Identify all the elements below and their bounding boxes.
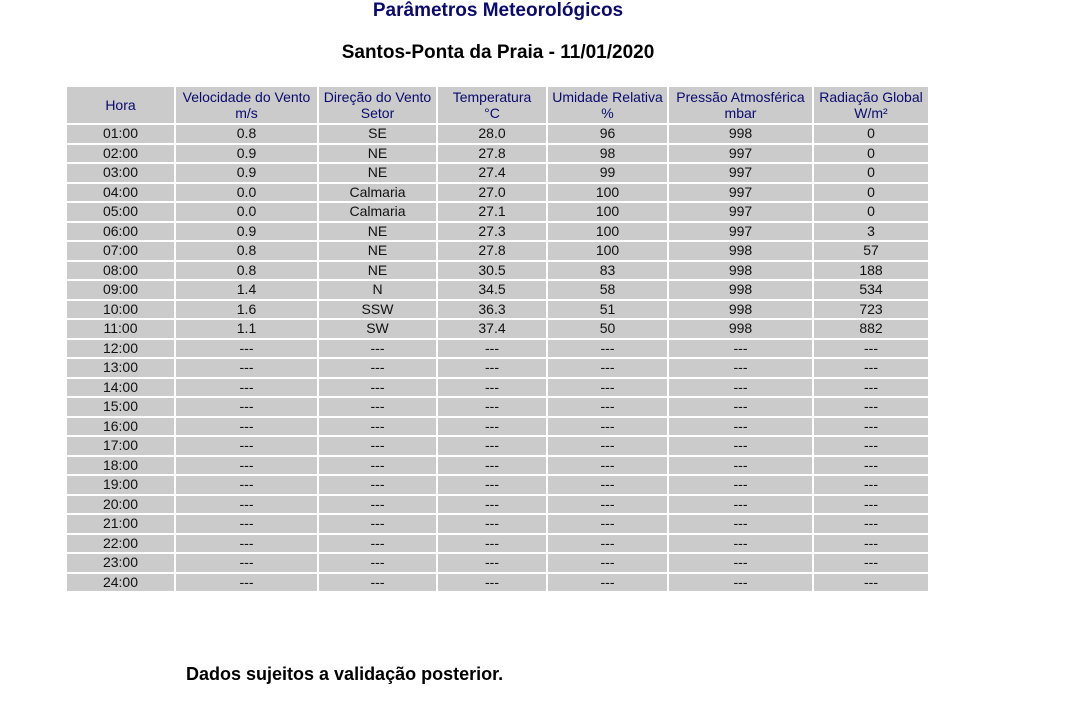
cell-temperatura: 34.5 [437,280,547,300]
table-row [66,261,929,281]
table-row [66,183,929,203]
cell-direcao-vento: N [318,280,437,300]
header-unit: m/s [235,105,258,121]
cell-radiacao-global: --- [813,514,929,534]
cell-radiacao-global: 723 [813,300,929,320]
cell-hora: 13:00 [66,358,175,378]
cell-velocidade-vento: --- [175,417,318,437]
table-row [66,534,929,554]
cell-velocidade-vento: --- [175,358,318,378]
cell-radiacao-global: 0 [813,124,929,144]
cell-umidade-relativa: --- [547,475,668,495]
cell-temperatura: 27.1 [437,202,547,222]
cell-temperatura: 27.3 [437,222,547,242]
cell-pressao-atmosferica: 997 [668,202,813,222]
cell-pressao-atmosferica: 998 [668,261,813,281]
table-row [66,222,929,242]
cell-direcao-vento: SSW [318,300,437,320]
table-row [66,417,929,437]
cell-radiacao-global: --- [813,573,929,593]
cell-velocidade-vento: 0.8 [175,261,318,281]
cell-velocidade-vento: --- [175,397,318,417]
cell-temperatura: 27.8 [437,241,547,261]
cell-velocidade-vento: --- [175,495,318,515]
cell-velocidade-vento: --- [175,456,318,476]
cell-temperatura: --- [437,436,547,456]
cell-direcao-vento: --- [318,417,437,437]
cell-direcao-vento: SE [318,124,437,144]
cell-hora: 16:00 [66,417,175,437]
header-label: Pressão Atmosférica [676,89,805,105]
cell-velocidade-vento: --- [175,553,318,573]
header-label: Direção do Vento [323,89,432,105]
cell-pressao-atmosferica: --- [668,378,813,398]
table-row [66,124,929,144]
table-row [66,202,929,222]
cell-temperatura: 28.0 [437,124,547,144]
cell-direcao-vento: --- [318,358,437,378]
cell-direcao-vento: --- [318,475,437,495]
cell-direcao-vento: NE [318,241,437,261]
cell-pressao-atmosferica: 998 [668,300,813,320]
cell-umidade-relativa: --- [547,339,668,359]
cell-radiacao-global: --- [813,553,929,573]
cell-umidade-relativa: 100 [547,241,668,261]
table-body [66,124,929,592]
cell-radiacao-global: --- [813,495,929,515]
cell-direcao-vento: SW [318,319,437,339]
cell-direcao-vento: Calmaria [318,183,437,203]
table-row [66,397,929,417]
cell-radiacao-global: --- [813,358,929,378]
cell-umidade-relativa: 100 [547,183,668,203]
cell-pressao-atmosferica: 998 [668,241,813,261]
cell-pressao-atmosferica: --- [668,553,813,573]
cell-velocidade-vento: 1.4 [175,280,318,300]
cell-radiacao-global: --- [813,534,929,554]
header-label: Hora [105,97,136,113]
cell-hora: 04:00 [66,183,175,203]
cell-temperatura: 27.4 [437,163,547,183]
header-hora [66,86,175,124]
header-direcao-vento [318,86,437,124]
header-unit: mbar [724,105,757,121]
cell-radiacao-global: 0 [813,163,929,183]
cell-radiacao-global: --- [813,417,929,437]
cell-radiacao-global: 534 [813,280,929,300]
header-label: Velocidade do Vento [182,89,311,105]
weather-data-table [65,85,930,593]
cell-temperatura: 27.8 [437,144,547,164]
header-unit: W/m² [854,105,888,121]
cell-hora: 22:00 [66,534,175,554]
cell-temperatura: --- [437,514,547,534]
cell-temperatura: 27.0 [437,183,547,203]
cell-temperatura: 37.4 [437,319,547,339]
cell-umidade-relativa: 58 [547,280,668,300]
cell-velocidade-vento: 0.0 [175,202,318,222]
table-row [66,436,929,456]
cell-radiacao-global: 882 [813,319,929,339]
cell-radiacao-global: 3 [813,222,929,242]
cell-radiacao-global: 0 [813,183,929,203]
cell-umidade-relativa: --- [547,456,668,476]
cell-radiacao-global: 188 [813,261,929,281]
cell-temperatura: --- [437,358,547,378]
header-temperatura [437,86,547,124]
cell-direcao-vento: NE [318,222,437,242]
cell-umidade-relativa: --- [547,553,668,573]
cell-umidade-relativa: 99 [547,163,668,183]
cell-radiacao-global: --- [813,339,929,359]
cell-temperatura: --- [437,456,547,476]
header-radiacao-global [813,86,929,124]
cell-direcao-vento: NE [318,261,437,281]
cell-umidade-relativa: --- [547,573,668,593]
cell-umidade-relativa: 100 [547,222,668,242]
cell-hora: 15:00 [66,397,175,417]
cell-direcao-vento: --- [318,495,437,515]
header-label: Temperatura [452,89,532,105]
cell-umidade-relativa: --- [547,534,668,554]
cell-hora: 02:00 [66,144,175,164]
cell-velocidade-vento: --- [175,378,318,398]
cell-umidade-relativa: 100 [547,202,668,222]
cell-hora: 03:00 [66,163,175,183]
cell-umidade-relativa: --- [547,378,668,398]
cell-umidade-relativa: --- [547,514,668,534]
cell-umidade-relativa: 96 [547,124,668,144]
cell-direcao-vento: --- [318,456,437,476]
cell-velocidade-vento: --- [175,475,318,495]
cell-hora: 07:00 [66,241,175,261]
cell-temperatura: --- [437,397,547,417]
table-row [66,280,929,300]
cell-hora: 18:00 [66,456,175,476]
cell-pressao-atmosferica: 998 [668,319,813,339]
cell-temperatura: 30.5 [437,261,547,281]
cell-pressao-atmosferica: --- [668,339,813,359]
cell-temperatura: --- [437,339,547,359]
table-row [66,319,929,339]
cell-temperatura: --- [437,553,547,573]
cell-direcao-vento: NE [318,144,437,164]
cell-umidade-relativa: --- [547,417,668,437]
cell-radiacao-global: --- [813,397,929,417]
header-unit: °C [484,105,500,121]
header-unit: % [601,105,614,121]
cell-hora: 05:00 [66,202,175,222]
table-row [66,475,929,495]
cell-pressao-atmosferica: 997 [668,163,813,183]
cell-hora: 21:00 [66,514,175,534]
cell-hora: 06:00 [66,222,175,242]
table-row [66,378,929,398]
cell-hora: 10:00 [66,300,175,320]
cell-hora: 09:00 [66,280,175,300]
cell-velocidade-vento: 1.1 [175,319,318,339]
cell-velocidade-vento: --- [175,436,318,456]
cell-pressao-atmosferica: --- [668,417,813,437]
cell-radiacao-global: --- [813,475,929,495]
cell-umidade-relativa: 51 [547,300,668,320]
table-row [66,456,929,476]
header-unit: Setor [360,105,395,121]
page-title: Parâmetros Meteorológicos [372,0,624,21]
cell-velocidade-vento: --- [175,534,318,554]
table-row [66,163,929,183]
cell-radiacao-global: 57 [813,241,929,261]
table-row [66,495,929,515]
cell-velocidade-vento: 0.8 [175,124,318,144]
cell-velocidade-vento: 0.9 [175,222,318,242]
cell-radiacao-global: --- [813,378,929,398]
cell-hora: 01:00 [66,124,175,144]
cell-hora: 11:00 [66,319,175,339]
cell-pressao-atmosferica: --- [668,495,813,515]
cell-radiacao-global: --- [813,456,929,476]
table-row [66,553,929,573]
cell-umidade-relativa: --- [547,495,668,515]
cell-temperatura: --- [437,417,547,437]
cell-umidade-relativa: --- [547,358,668,378]
cell-temperatura: --- [437,495,547,515]
cell-pressao-atmosferica: --- [668,436,813,456]
station-date-title: Santos-Ponta da Praia - 11/01/2020 [341,42,655,63]
cell-velocidade-vento: 0.9 [175,163,318,183]
header-umidade-relativa [547,86,668,124]
header-pressao-atmosferica [668,86,813,124]
cell-velocidade-vento: 0.0 [175,183,318,203]
cell-temperatura: --- [437,534,547,554]
table-row [66,358,929,378]
cell-velocidade-vento: --- [175,514,318,534]
cell-umidade-relativa: --- [547,436,668,456]
cell-hora: 14:00 [66,378,175,398]
cell-temperatura: --- [437,378,547,398]
cell-pressao-atmosferica: --- [668,534,813,554]
cell-direcao-vento: Calmaria [318,202,437,222]
cell-pressao-atmosferica: --- [668,358,813,378]
table-header-row [66,86,929,124]
table-row [66,573,929,593]
table-row [66,300,929,320]
cell-pressao-atmosferica: 997 [668,183,813,203]
cell-hora: 19:00 [66,475,175,495]
validation-footnote: Dados sujeitos a validação posterior. [186,664,504,684]
table-row [66,241,929,261]
header-velocidade-vento [175,86,318,124]
cell-pressao-atmosferica: --- [668,573,813,593]
cell-umidade-relativa: 50 [547,319,668,339]
cell-umidade-relativa: 83 [547,261,668,281]
cell-pressao-atmosferica: 998 [668,124,813,144]
cell-radiacao-global: 0 [813,202,929,222]
cell-velocidade-vento: --- [175,573,318,593]
cell-direcao-vento: --- [318,378,437,398]
cell-direcao-vento: --- [318,397,437,417]
table-row [66,144,929,164]
cell-direcao-vento: --- [318,514,437,534]
cell-pressao-atmosferica: 997 [668,222,813,242]
cell-direcao-vento: --- [318,553,437,573]
cell-velocidade-vento: 0.8 [175,241,318,261]
cell-temperatura: 36.3 [437,300,547,320]
cell-pressao-atmosferica: 997 [668,144,813,164]
cell-direcao-vento: --- [318,436,437,456]
cell-temperatura: --- [437,573,547,593]
cell-direcao-vento: --- [318,534,437,554]
cell-velocidade-vento: 0.9 [175,144,318,164]
cell-hora: 12:00 [66,339,175,359]
cell-pressao-atmosferica: --- [668,514,813,534]
cell-direcao-vento: --- [318,339,437,359]
cell-hora: 23:00 [66,553,175,573]
cell-hora: 24:00 [66,573,175,593]
header-label: Radiação Global [819,89,923,105]
cell-radiacao-global: --- [813,436,929,456]
cell-radiacao-global: 0 [813,144,929,164]
table-row [66,339,929,359]
cell-umidade-relativa: --- [547,397,668,417]
header-label: Umidade Relativa [552,89,663,105]
cell-hora: 08:00 [66,261,175,281]
cell-pressao-atmosferica: --- [668,456,813,476]
table-row [66,514,929,534]
cell-pressao-atmosferica: --- [668,397,813,417]
cell-pressao-atmosferica: 998 [668,280,813,300]
cell-temperatura: --- [437,475,547,495]
cell-umidade-relativa: 98 [547,144,668,164]
cell-direcao-vento: --- [318,573,437,593]
cell-hora: 20:00 [66,495,175,515]
cell-hora: 17:00 [66,436,175,456]
cell-velocidade-vento: --- [175,339,318,359]
cell-velocidade-vento: 1.6 [175,300,318,320]
cell-pressao-atmosferica: --- [668,475,813,495]
cell-direcao-vento: NE [318,163,437,183]
